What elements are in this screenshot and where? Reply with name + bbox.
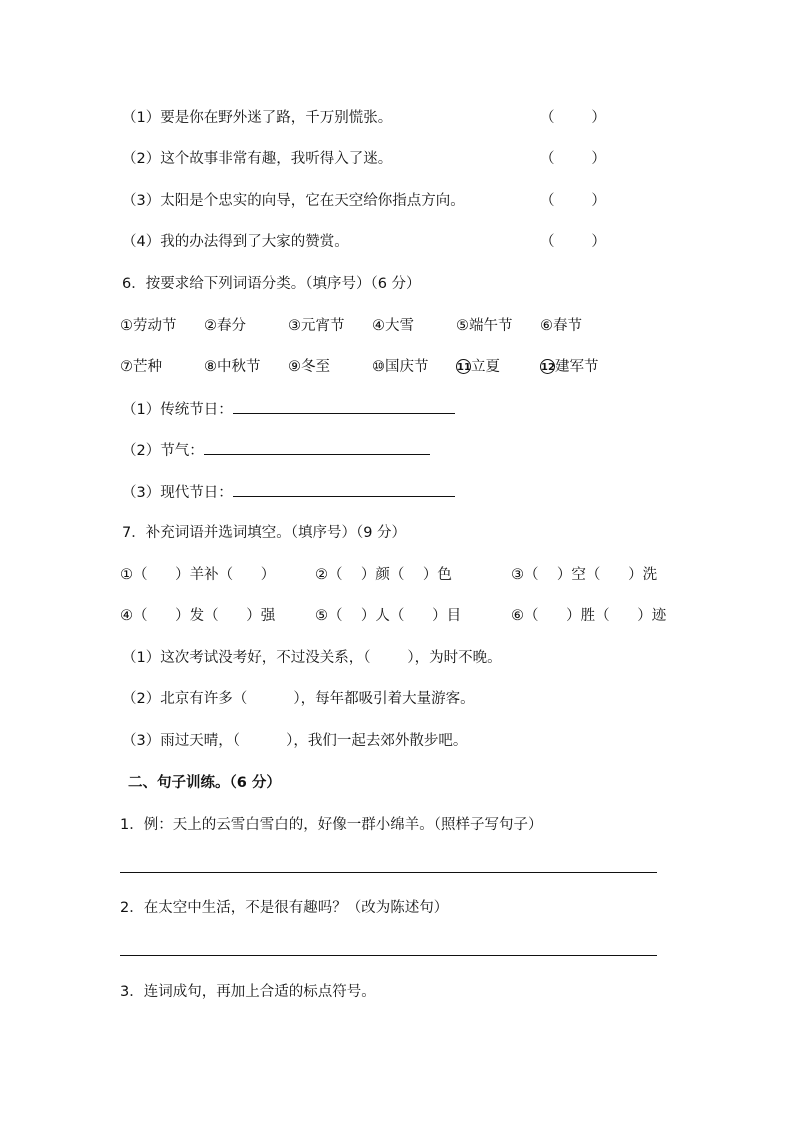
judge-item-4: （4）我的办法得到了大家的赞赏。 [122, 234, 349, 250]
q6-sub3-label: （3）现代节日： [122, 485, 233, 501]
q6-word: ①劳动节 [120, 318, 177, 334]
q6-word: ④大雪 [372, 318, 414, 334]
circled-number-11: 11 [456, 359, 471, 374]
q6-word: ②春分 [204, 318, 246, 334]
q6-word-11-text: 立夏 [471, 359, 500, 375]
q6-word: ⑥春节 [540, 318, 582, 334]
part2-q2-answer-line[interactable] [120, 955, 657, 956]
part2-heading: 二、句子训练。（6 分） [128, 775, 281, 791]
q6-sub1-label: （1）传统节日： [122, 402, 233, 418]
judge-answer-paren-2[interactable]: （ ） [540, 151, 606, 167]
q7-word[interactable]: ⑤（ ）人（ ）目 [315, 608, 462, 624]
q7-sub3: （3）雨过天晴，（ ），我们一起去郊外散步吧。 [122, 733, 468, 749]
q6-sub3 [122, 482, 455, 503]
q6-word-12 [540, 357, 599, 377]
judge-answer-paren-3[interactable]: （ ） [540, 193, 606, 209]
q6-word: ③元宵节 [288, 318, 345, 334]
judge-answer-paren-4[interactable]: （ ） [540, 234, 606, 250]
q6-title: 6．按要求给下列词语分类。（填序号）（6 分） [122, 276, 421, 292]
q7-word[interactable]: ①（ ）羊补（ ） [120, 567, 276, 583]
q6-word: ⑧中秋节 [204, 359, 261, 375]
circled-number-12: 12 [540, 359, 555, 374]
q6-sub1 [122, 399, 455, 420]
judge-answer-paren-1[interactable]: （ ） [540, 110, 606, 126]
q6-sub2-answer-blank[interactable] [204, 440, 430, 455]
q7-word[interactable]: ③（ ）空（ ）洗 [511, 567, 658, 583]
q6-sub1-answer-blank[interactable] [233, 399, 455, 414]
q6-word: ⑦芒种 [120, 359, 162, 375]
judge-item-2: （2）这个故事非常有趣，我听得入了迷。 [122, 151, 393, 167]
part2-q1: 1．例：天上的云雪白雪白的，好像一群小绵羊。（照样子写句子） [120, 817, 543, 833]
q7-title: 7．补充词语并选词填空。（填序号）（9 分） [122, 525, 407, 541]
part2-q3: 3．连词成句，再加上合适的标点符号。 [120, 984, 376, 1000]
part2-q1-answer-line[interactable] [120, 872, 657, 873]
q6-word: ⑤端午节 [456, 318, 513, 334]
q6-sub3-answer-blank[interactable] [233, 482, 455, 497]
judge-item-1: （1）要是你在野外迷了路，千万别慌张。 [122, 110, 393, 126]
judge-item-3: （3）太阳是个忠实的向导，它在天空给你指点方向。 [122, 193, 465, 209]
q6-sub2-label: （2）节气： [122, 443, 204, 459]
q7-word[interactable]: ④（ ）发（ ）强 [120, 608, 276, 624]
q6-sub2 [122, 440, 430, 461]
q6-word-11 [456, 357, 500, 377]
q6-word-12-text: 建军节 [555, 359, 599, 375]
q6-word: ⑨冬至 [288, 359, 330, 375]
q7-word[interactable]: ⑥（ ）胜（ ）迹 [511, 608, 667, 624]
part2-q2: 2．在太空中生活，不是很有趣吗？（改为陈述句） [120, 900, 449, 916]
q6-word: ⑩国庆节 [372, 359, 429, 375]
q7-sub2: （2）北京有许多（ ），每年都吸引着大量游客。 [122, 691, 475, 707]
q7-sub1: （1）这次考试没考好，不过没关系，（ ），为时不晚。 [122, 650, 502, 666]
q7-word[interactable]: ②（ ）颜（ ）色 [315, 567, 452, 583]
